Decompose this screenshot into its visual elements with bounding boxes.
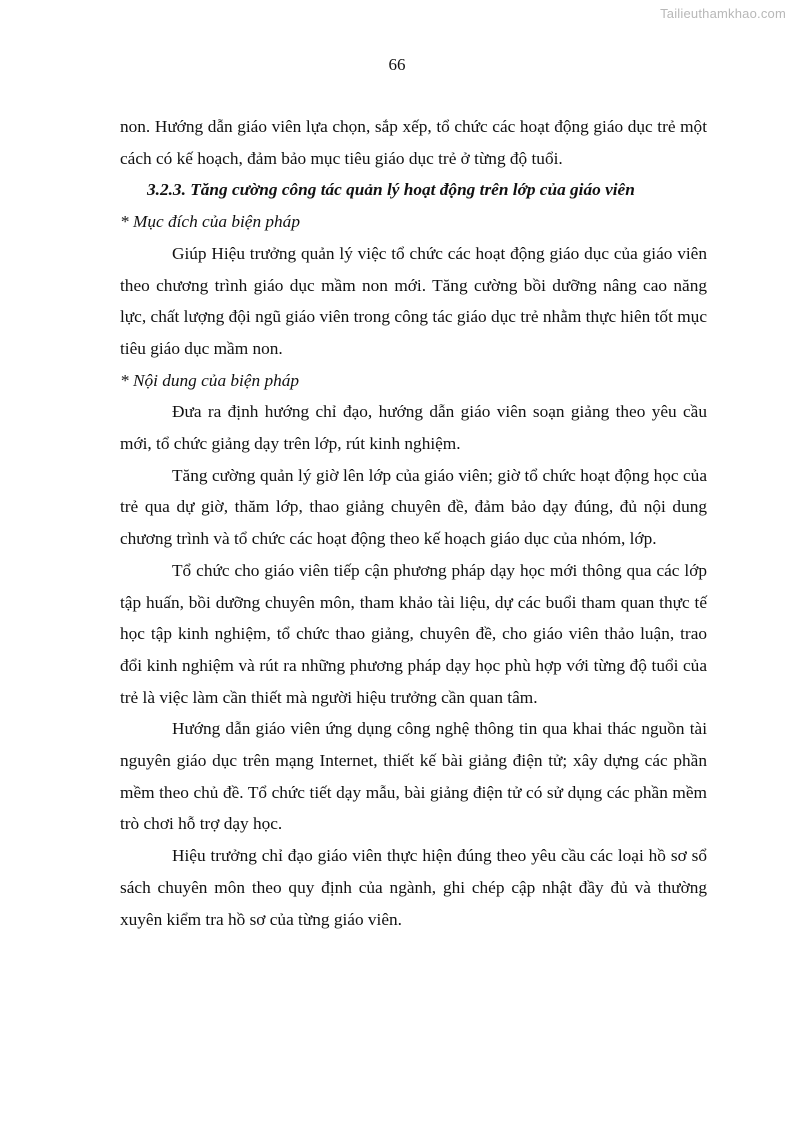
paragraph-continued: non. Hướng dẫn giáo viên lựa chọn, sắp xếp, tổ chức các hoạt động giáo dục trẻ một cách có kế hoạch, đảm bảo mục tiêu giáo dục trẻ ở từng độ tuổi. [120,117,707,168]
document-body [120,111,707,935]
paragraph: Hướng dẫn giáo viên ứng dụng công nghệ thông tin qua khai thác nguồn tài nguyên giáo dục trên mạng Internet, thiết kế bài giảng điện tử; xây dựng các phần mềm theo chủ đề. Tổ chức tiết dạy mẫu, bài giảng điện tử có sử dụng các phần mềm trò chơi hỗ trợ dạy học. [120,719,707,834]
paragraph: Giúp Hiệu trưởng quản lý việc tổ chức các hoạt động giáo dục của giáo viên theo chương trình giáo dục mầm non mới. Tăng cường bồi dưỡng nâng cao năng lực, chất lượng đội ngũ giáo viên trong công tác giáo dục trẻ nhằm thực hiên tốt mục tiêu giáo dục mầm non. [120,243,707,358]
paragraph: Hiệu trưởng chỉ đạo giáo viên thực hiện đúng theo yêu cầu các loại hồ sơ sổ sách chuyên môn theo quy định của ngành, ghi chép cập nhật đầy đủ và thường xuyên kiểm tra hồ sơ của từng giáo viên. [120,846,707,929]
paragraph: Tăng cường quản lý giờ lên lớp của giáo viên; giờ tổ chức hoạt động học của trẻ qua dự giờ, thăm lớp, thao giảng chuyên đề, đảm bảo dạy đúng, đủ nội dung chương trình và tổ chức các hoạt động theo kế hoạch giáo dục của nhóm, lớp. [120,465,707,549]
paragraph: Tổ chức cho giáo viên tiếp cận phương pháp dạy học mới thông qua các lớp tập huấn, bồi dưỡng chuyên môn, tham khảo tài liệu, dự các buổi tham quan thực tế học tập kinh nghiệm, tổ chức thao giảng, chuyên đề, cho giáo viên thảo luận, trao đổi kinh nghiệm và rút ra những phương pháp dạy học phù hợp với từng độ tuổi của trẻ là việc làm cần thiết mà người hiệu trưởng cần quan tâm. [120,560,707,707]
subheading-content: * Nội dung của biện pháp [120,370,300,390]
paragraph: Đưa ra định hướng chỉ đạo, hướng dẫn giáo viên soạn giảng theo yêu cầu mới, tổ chức giảng dạy trên lớp, rút kinh nghiệm. [120,402,707,454]
watermark: Tailieuthamkhao.com [660,6,786,21]
section-heading: 3.2.3. Tăng cường công tác quản lý hoạt động trên lớp của giáo viên [147,180,635,200]
page-number: 66 [388,55,406,74]
subheading-purpose: * Mục đích của biện pháp [120,212,300,232]
